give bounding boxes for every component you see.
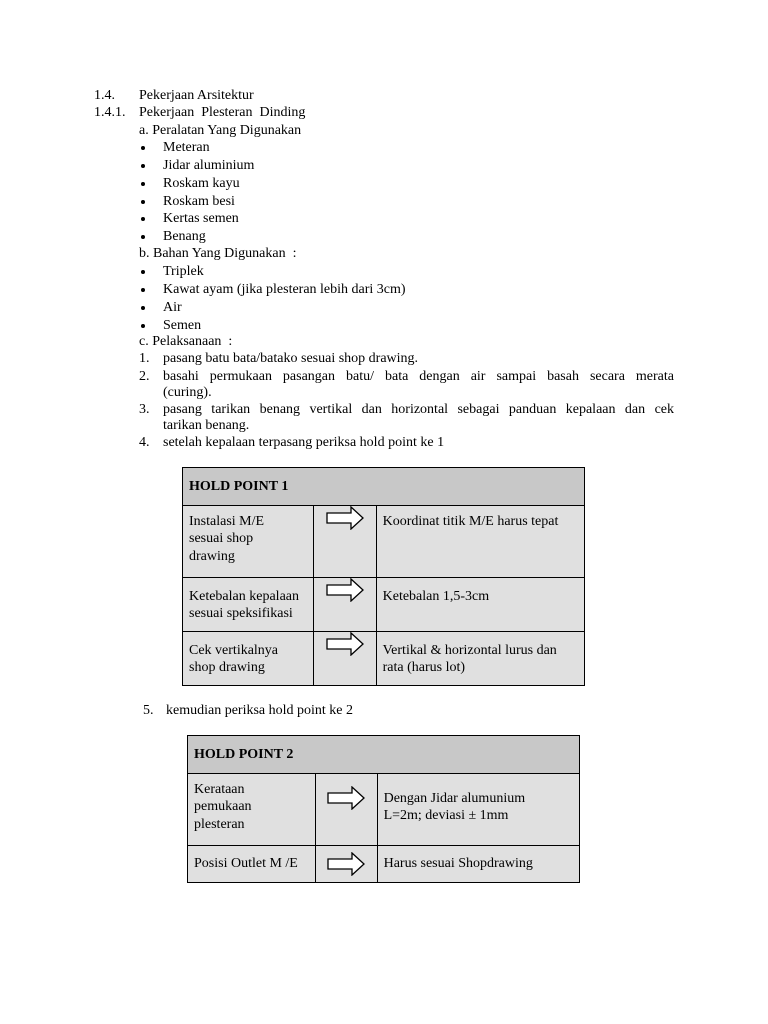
bullet-icon [141,182,145,186]
table-cell-condition: Cek vertikalnya shop drawing [183,632,314,686]
right-arrow-icon [327,786,365,810]
table-cell-condition: Kerataan pemukaan plesteran [188,774,316,846]
table-cell-arrow [313,506,376,578]
right-arrow-icon [327,852,365,876]
section-b-label: b. Bahan Yang Digunakan : [139,246,297,261]
table-row [183,632,585,686]
bullet-icon [141,270,145,274]
table-cell-condition: Ketebalan kepalaan sesuai speksifikasi [183,578,314,632]
bullet-icon [141,146,145,150]
bullet-icon [141,235,145,239]
bullet-icon [141,324,145,328]
section-title: Pekerjaan Arsitektur [139,88,254,103]
table-row [183,506,585,578]
table-cell-condition: Instalasi M/E sesuai shop drawing [183,506,314,578]
table-row [183,578,585,632]
table-cell-requirement: Ketebalan 1,5-3cm [376,578,584,632]
bullet-icon [141,217,145,221]
hold-point-2-table [187,735,580,883]
section-a-label: a. Peralatan Yang Digunakan [139,123,302,138]
section-c-label: c. Pelaksanaan : [139,334,233,349]
table-cell-arrow [313,578,376,632]
right-arrow-icon [326,578,364,602]
subsection-title: Pekerjaan Plesteran Dinding [139,105,306,120]
table-cell-condition: Posisi Outlet M /E [188,846,316,883]
section-number: 1.4. [94,88,115,103]
table-cell-requirement: Harus sesuai Shopdrawing [377,846,579,883]
table-cell-arrow [315,774,377,846]
bullet-icon [141,164,145,168]
bullet-icon [141,200,145,204]
subsection-number: 1.4.1. [94,105,126,120]
table-row [188,774,580,846]
table-cell-requirement: Dengan Jidar alumunium L=2m; deviasi ± 1mm [377,774,579,846]
table-cell-requirement: Vertikal & horizontal lurus dan rata (harus lot) [376,632,584,686]
hold-point-1-title: HOLD POINT 1 [183,468,585,506]
right-arrow-icon [326,506,364,530]
table-cell-arrow [313,632,376,686]
table-cell-arrow [315,846,377,883]
right-arrow-icon [326,632,364,656]
table-row [188,846,580,883]
bullet-icon [141,306,145,310]
hold-point-2-title: HOLD POINT 2 [188,736,580,774]
hold-point-1-table [182,467,585,686]
bullet-icon [141,288,145,292]
table-cell-requirement: Koordinat titik M/E harus tepat [376,506,584,578]
document-page: 1.4. Pekerjaan Arsitektur 1.4.1. Pekerjaan Plesteran Dinding a. Peralatan Yang Digunakan Meteran Jidar aluminium Roskam kayu Roskam besi Kertas semen Benang b. Bahan Yang Digunakan : Triplek Kawat ayam (jika plesteran lebih dari 3cm) Air Semen c. Pelaksanaan : 1. pasang batu bata/batako sesuai shop drawing. 2. basahi permukaan pasangan batu/ bata dengan air sampai basah secara merata (curing). 3. pasang tarikan benang vertikal dan horizontal sebagai panduan kepalaan dan cek tarikan benang. 4. setelah kepalaan terpasang periksa hold point ke 1 HOLD POINT 1 Instalasi M/E sesuai shop drawing Koordinat titik M/E harus tepat Ketebalan kepalaan sesuai speksifikasi Ketebalan 1,5-3cm Cek vertikalnya shop drawing Vertikal & horizontal lurus dan rata (harus lot) 5. kemudian periksa hold point ke 2 HOLD POINT 2 Kerataan pemukaan plesteran Dengan Jidar alumunium L=2m; deviasi ± 1mm Posisi Outlet M /E Harus sesuai Shopdrawing [0,0,768,1024]
